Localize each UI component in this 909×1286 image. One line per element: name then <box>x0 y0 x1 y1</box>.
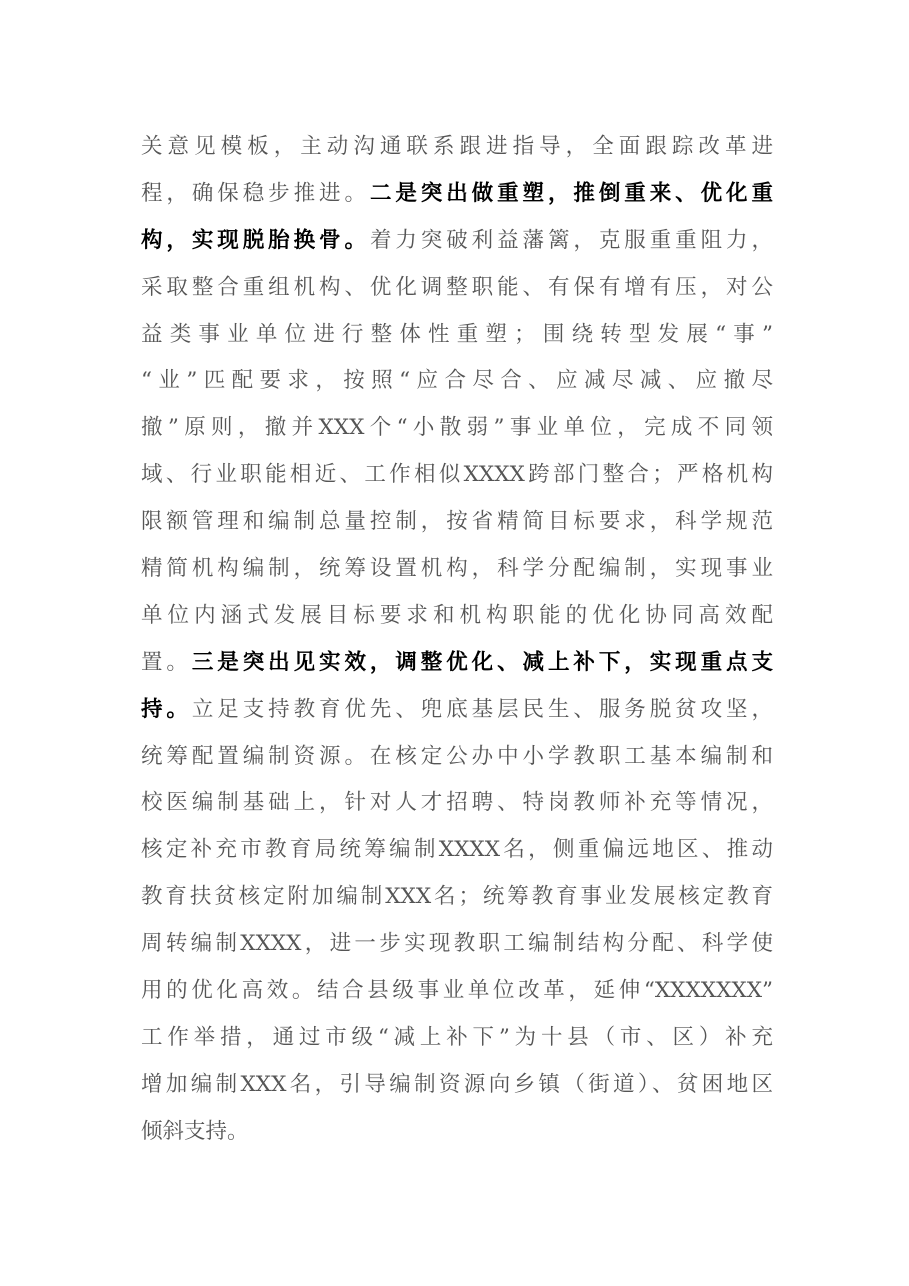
text-run: 用的优化高效。结合县级事业单位改革，延伸“XXXXXXX” <box>141 978 773 1004</box>
text-line <box>141 124 773 171</box>
text-line <box>141 218 773 265</box>
text-line <box>141 687 773 734</box>
text-line <box>141 171 773 218</box>
text-line <box>141 312 773 359</box>
text-line <box>141 593 773 640</box>
text-run: 工作举措，通过市级“减上补下”为十县（市、区）补充 <box>141 1024 773 1050</box>
text-line <box>141 405 773 452</box>
text-run: 教育扶贫核定附加编制XXX名；统筹教育事业发展核定教育 <box>141 884 773 910</box>
text-line <box>141 1015 773 1062</box>
text-run: 核定补充市教育局统筹编制XXXX名，侧重偏远地区、推动 <box>141 837 773 863</box>
text-run: 校医编制基础上，针对人才招聘、特岗教师补充等情况， <box>141 790 773 816</box>
text-line <box>141 546 773 593</box>
text-run: 增加编制XXX名，引导编制资源向乡镇（街道）、贫困地区 <box>141 1071 773 1097</box>
text-line <box>141 640 773 687</box>
bold-phrase: 持。 <box>141 696 192 722</box>
text-line <box>141 921 773 968</box>
text-run: 着力突破利益藩篱，克服重重阻力， <box>369 227 773 253</box>
bold-phrase: 二是突出做重塑，推倒重来、优化重 <box>369 180 773 206</box>
text-line <box>141 452 773 499</box>
text-line <box>141 1062 773 1109</box>
text-line <box>141 1109 773 1156</box>
text-run: 限额管理和编制总量控制，按省精简目标要求，科学规范 <box>141 509 773 535</box>
text-run: 倾斜支持。 <box>141 1118 249 1144</box>
text-run: 采取整合重组机构、优化调整职能、有保有增有压，对公 <box>141 274 773 300</box>
body-paragraph <box>141 124 773 1156</box>
text-run: 置。 <box>141 649 192 675</box>
bold-phrase: 三是突出见实效，调整优化、减上补下，实现重点支 <box>191 649 773 675</box>
text-run: 统筹配置编制资源。在核定公办中小学教职工基本编制和 <box>141 743 773 769</box>
text-line <box>141 780 773 827</box>
text-line <box>141 358 773 405</box>
text-run: 域、行业职能相近、工作相似XXXX跨部门整合；严格机构 <box>141 462 773 488</box>
text-line <box>141 968 773 1015</box>
text-run: 撤”原则，撤并XXX个“小散弱”事业单位，完成不同领 <box>141 415 773 441</box>
text-line <box>141 827 773 874</box>
text-run: 益类事业单位进行整体性重塑；围绕转型发展“事” <box>141 321 773 347</box>
text-line <box>141 734 773 781</box>
text-run: 精简机构编制，统筹设置机构，科学分配编制，实现事业 <box>141 556 773 582</box>
text-run: 立足支持教育优先、兜底基层民生、服务脱贫攻坚， <box>191 696 773 722</box>
text-run: 单位内涵式发展目标要求和机构职能的优化协同高效配 <box>141 602 773 628</box>
text-line <box>141 265 773 312</box>
text-run: 程，确保稳步推进。 <box>141 180 370 206</box>
text-line <box>141 499 773 546</box>
text-line <box>141 874 773 921</box>
text-run: “业”匹配要求，按照“应合尽合、应减尽减、应撤尽 <box>141 368 773 394</box>
text-run: 周转编制XXXX，进一步实现教职工编制结构分配、科学使 <box>141 931 773 957</box>
text-run: 关意见模板，主动沟通联系跟进指导，全面跟踪改革进 <box>141 134 773 159</box>
bold-phrase: 构，实现脱胎换骨。 <box>141 227 370 253</box>
